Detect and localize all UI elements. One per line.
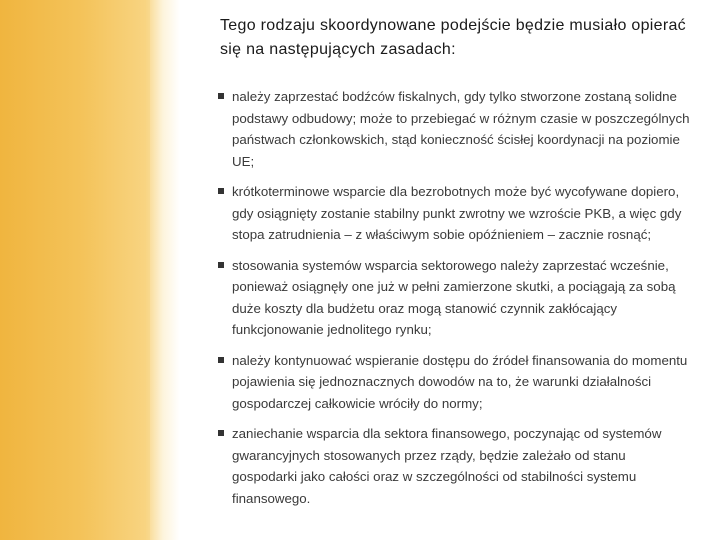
bullet-item xyxy=(218,181,692,246)
bullet-text: należy kontynuować wspieranie dostępu do źródeł finansowania do momentu pojawienia się jednoznacznych dowodów na to, że warunki działalności gospodarczej całkowicie wróciły do normy; xyxy=(232,352,688,411)
side-decoration-bar xyxy=(0,0,150,540)
bullet-text: zaniechanie wsparcia dla sektora finansowego, poczynając od systemów gwarancyjnych stosowanych przez rządy, będzie zależało od stanu gospodarki jako całości oraz w szczególności od stabilności systemu finansowego. xyxy=(232,426,662,506)
bullet-text: stosowania systemów wsparcia sektorowego należy zaprzestać wcześnie, ponieważ osiągnęły one już w pełni zamierzone skutki, a pociągają za sobą duże koszty dla budżetu oraz mogą stanowić czynnik zakłócający funkcjonowanie jednolitego rynku; xyxy=(232,257,676,337)
square-bullet-icon xyxy=(218,357,224,363)
square-bullet-icon xyxy=(218,262,224,268)
side-decoration-gradient xyxy=(146,0,180,540)
square-bullet-icon xyxy=(218,430,224,436)
bullet-item xyxy=(218,350,692,415)
square-bullet-icon xyxy=(218,188,224,194)
square-bullet-icon xyxy=(218,93,224,99)
bullet-list xyxy=(218,86,692,518)
slide-title: Tego rodzaju skoordynowane podejście będzie musiało opierać się na następujących zasadach: xyxy=(220,17,686,58)
bullet-item xyxy=(218,423,692,509)
bullet-text: należy zaprzestać bodźców fiskalnych, gdy tylko stworzone zostaną solidne podstawy odbudowy; może to przebiegać w różnym czasie w poszczególnych państwach członkowskich, stąd konieczność ścisłej koordynacji na poziomie UE; xyxy=(232,89,690,169)
bullet-item xyxy=(218,255,692,341)
bullet-item xyxy=(218,86,692,172)
bullet-text: krótkoterminowe wsparcie dla bezrobotnych może być wycofywane dopiero, gdy osiągnięty zostanie stabilny punkt zwrotny we wzroście PKB, a więc gdy stopa zatrudnienia – z właściwym sobie opóźnieniem – zacznie rosnąć; xyxy=(232,184,682,242)
